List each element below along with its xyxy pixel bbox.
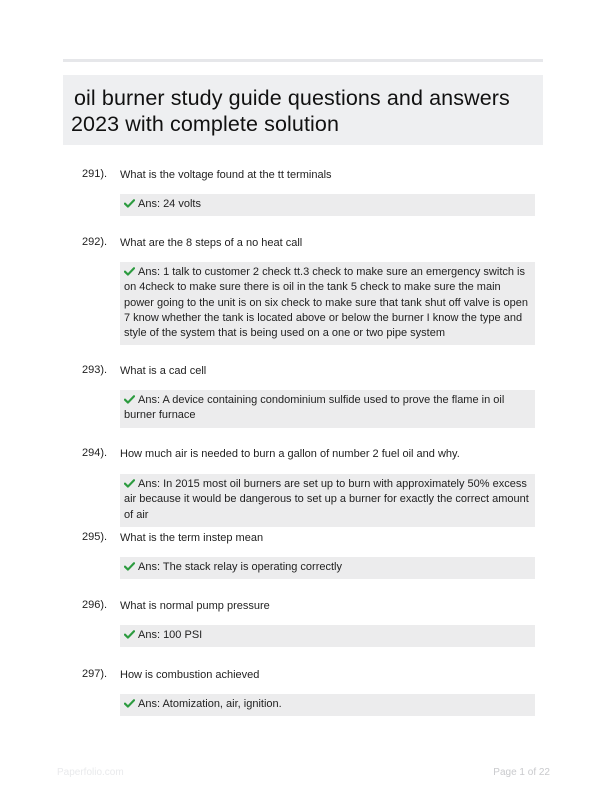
answer-text: Ans: The stack relay is operating correctly <box>138 561 342 573</box>
answer-box <box>120 694 535 716</box>
answer-box <box>120 557 535 579</box>
question-text: What is normal pump pressure <box>120 600 270 612</box>
question-number: 295). <box>82 531 108 543</box>
page-title-line-2: 2023 with complete solution <box>71 112 340 136</box>
question-text: What is a cad cell <box>120 365 207 377</box>
answer-box <box>120 474 535 527</box>
check-icon <box>124 199 135 208</box>
answer-box <box>120 194 535 216</box>
question-text: What are the 8 steps of a no heat call <box>120 237 303 249</box>
question-number: 297). <box>82 668 108 680</box>
question-number: 292). <box>82 236 108 248</box>
answer-box <box>120 390 535 428</box>
page-title <box>71 85 535 137</box>
check-icon <box>124 267 135 276</box>
title-block <box>63 75 543 145</box>
question-number: 293). <box>82 364 108 376</box>
footer-watermark: Paperfolio.com <box>57 767 124 778</box>
answer-text: Ans: 100 PSI <box>138 629 203 641</box>
check-icon <box>124 395 135 404</box>
answer-text: Ans: A device containing condominium sulfide used to prove the flame in oil burner furnace <box>124 394 505 422</box>
answer-box <box>120 262 535 345</box>
check-icon <box>124 562 135 571</box>
answer-box <box>120 625 535 647</box>
page-number: Page 1 of 22 <box>493 767 550 778</box>
question-number: 296). <box>82 599 108 611</box>
answer-text: Ans: In 2015 most oil burners are set up to burn with approximately 50% excess air because it would be dangerous to set up a burner for exactly the correct amount of air <box>124 478 529 521</box>
question-number: 291). <box>82 168 108 180</box>
check-icon <box>124 630 135 639</box>
check-icon <box>124 479 135 488</box>
question-text: What is the term instep mean <box>120 532 264 544</box>
question-text: How much air is needed to burn a gallon of number 2 fuel oil and why. <box>120 448 460 460</box>
answer-text: Ans: Atomization, air, ignition. <box>138 698 282 710</box>
question-text: What is the voltage found at the tt terminals <box>120 169 332 181</box>
question-number: 294). <box>82 447 108 459</box>
check-icon <box>124 699 135 708</box>
question-text: How is combustion achieved <box>120 669 260 681</box>
top-divider <box>63 59 543 62</box>
answer-text: Ans: 24 volts <box>138 198 201 210</box>
answer-text: Ans: 1 talk to customer 2 check tt.3 check to make sure an emergency switch is on 4check to make sure there is oil in the tank 5 check to make sure the main power going to the unit is on six check to make sure that tank shut off valve is open 7 know whether the tank is located above or below the burner I know the type and style of the system that is being used on a one or two pipe system <box>124 266 528 340</box>
page-title-line-1: oil burner study guide questions and answers <box>74 86 510 110</box>
